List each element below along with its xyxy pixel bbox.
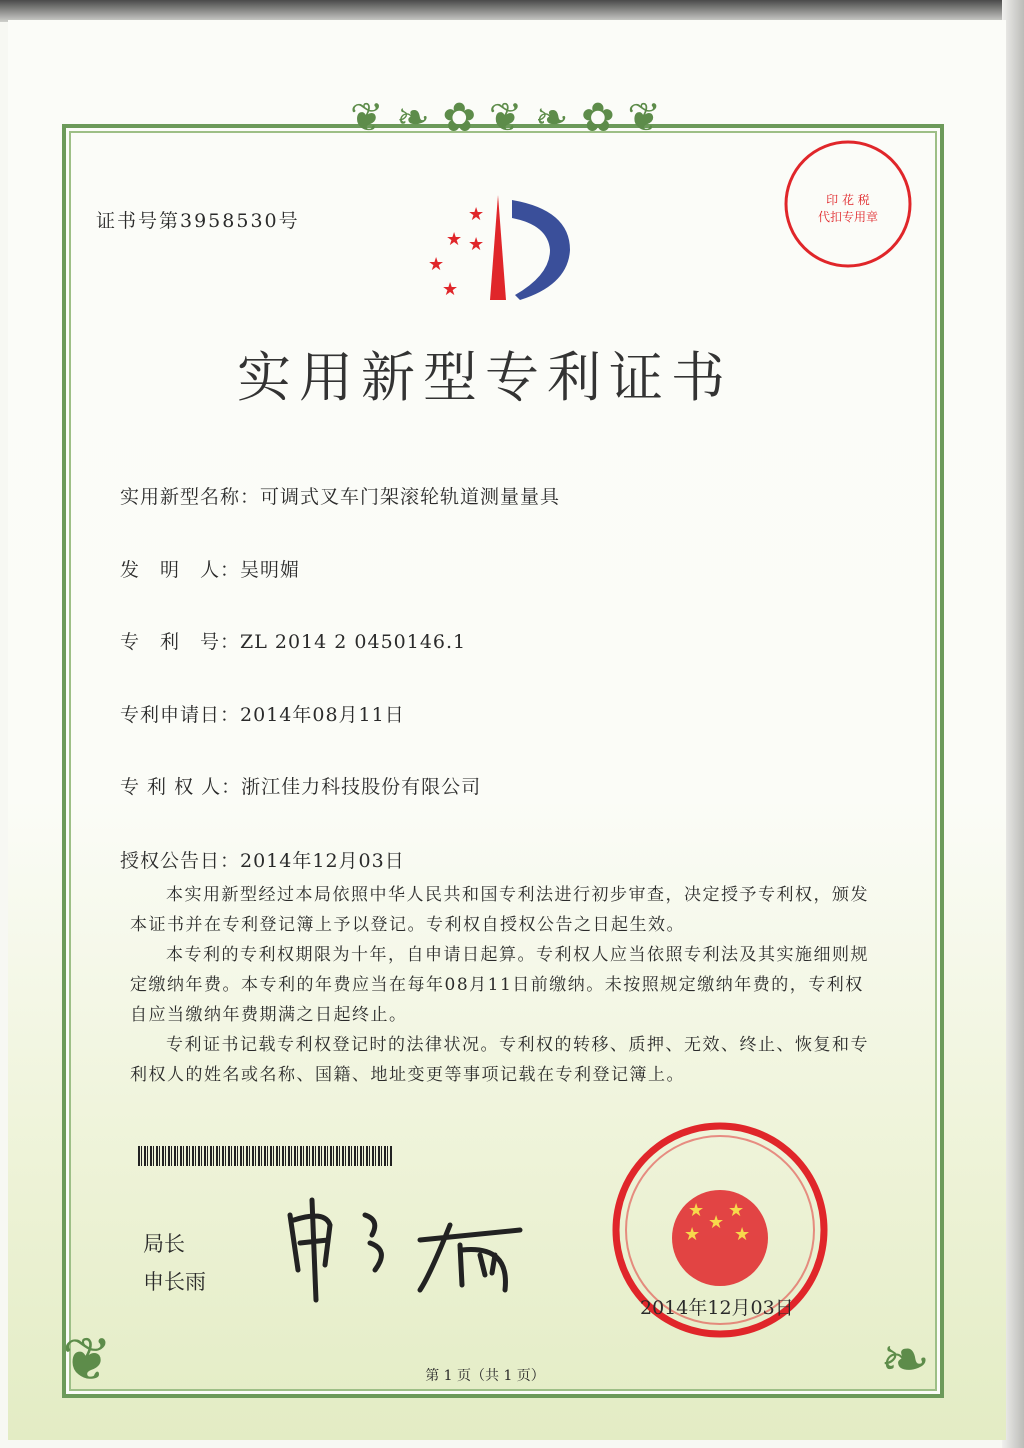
- field-value: 浙江佳力科技股份有限公司: [241, 776, 482, 798]
- certificate-title: 实用新型专利证书: [237, 346, 733, 409]
- paragraph: 专利证书记载专利权登记时的法律状况。专利权的转移、质押、无效、终止、恢复和专利权人的姓名或名称、国籍、地址变更等事项记载在专利登记簿上。: [130, 1035, 869, 1085]
- svg-text:印 花 税: 印 花 税: [826, 193, 870, 207]
- field-value: 可调式叉车门架滚轮轨道测量量具: [260, 486, 561, 508]
- barcode: [138, 1146, 393, 1166]
- scan-edge-top: [0, 0, 1024, 22]
- certificate-body: [130, 880, 875, 1090]
- field-utility-model-name: [120, 482, 560, 509]
- svg-text:代扣专用章: 代扣专用章: [817, 210, 879, 224]
- field-value: 2014年08月11日: [240, 704, 405, 726]
- patent-office-logo: [420, 190, 580, 310]
- seal-date: 2014年12月03日: [640, 1297, 794, 1319]
- svg-text:★: ★: [468, 234, 485, 255]
- paragraph: 本实用新型经过本局依照中华人民共和国专利法进行初步审查，决定授予专利权，颁发本证书并在专利登记簿上予以登记。专利权自授权公告之日起生效。: [130, 885, 869, 935]
- field-value: ZL 2014 2 0450146.1: [240, 631, 467, 653]
- field-label: 专 利 号：: [120, 631, 241, 653]
- svg-text:★: ★: [728, 1200, 745, 1221]
- svg-text:★: ★: [734, 1224, 751, 1245]
- field-patent-number: [120, 627, 466, 654]
- handwritten-signature: [280, 1195, 540, 1305]
- svg-text:★: ★: [708, 1212, 725, 1233]
- field-label: 专 利 权 人：: [120, 776, 242, 798]
- field-label: 专利申请日：: [120, 704, 241, 726]
- field-label: 发 明 人：: [120, 559, 241, 581]
- paragraph: 本专利的专利权期限为十年，自申请日起算。专利权人应当依照专利法及其实施细则规定缴纳年费。本专利的年费应当在每年08月11日前缴纳。未按照规定缴纳年费的，专利权自应当缴纳年费期满之日起终止。: [130, 945, 869, 1025]
- field-patentee: [120, 772, 481, 799]
- signatory-name: 申长雨: [143, 1270, 206, 1294]
- svg-text:★: ★: [684, 1224, 701, 1245]
- svg-text:★: ★: [442, 279, 459, 300]
- corner-ornament-right: ❧: [880, 1325, 931, 1395]
- signatory-title: 局长: [143, 1232, 185, 1256]
- field-value: 吴明媚: [240, 559, 301, 581]
- field-value: 2014年12月03日: [240, 850, 405, 872]
- corner-ornament-left: ❦: [62, 1325, 113, 1395]
- field-grant-date: [120, 846, 405, 873]
- svg-text:★: ★: [446, 229, 463, 250]
- field-label: 授权公告日：: [120, 850, 241, 872]
- tax-stamp: [780, 138, 920, 273]
- page-footer: 第 1 页（共 1 页）: [425, 1368, 545, 1384]
- field-label: 实用新型名称：: [120, 486, 261, 508]
- svg-text:★: ★: [688, 1200, 705, 1221]
- field-inventor: [120, 555, 300, 582]
- top-ornament: ❦ ❧ ✿ ❦ ❧ ✿ ❦: [350, 95, 661, 141]
- svg-text:★: ★: [468, 204, 485, 225]
- certificate-number: 证书号第3958530号: [96, 210, 300, 232]
- field-application-date: [120, 700, 405, 727]
- svg-text:★: ★: [428, 254, 445, 275]
